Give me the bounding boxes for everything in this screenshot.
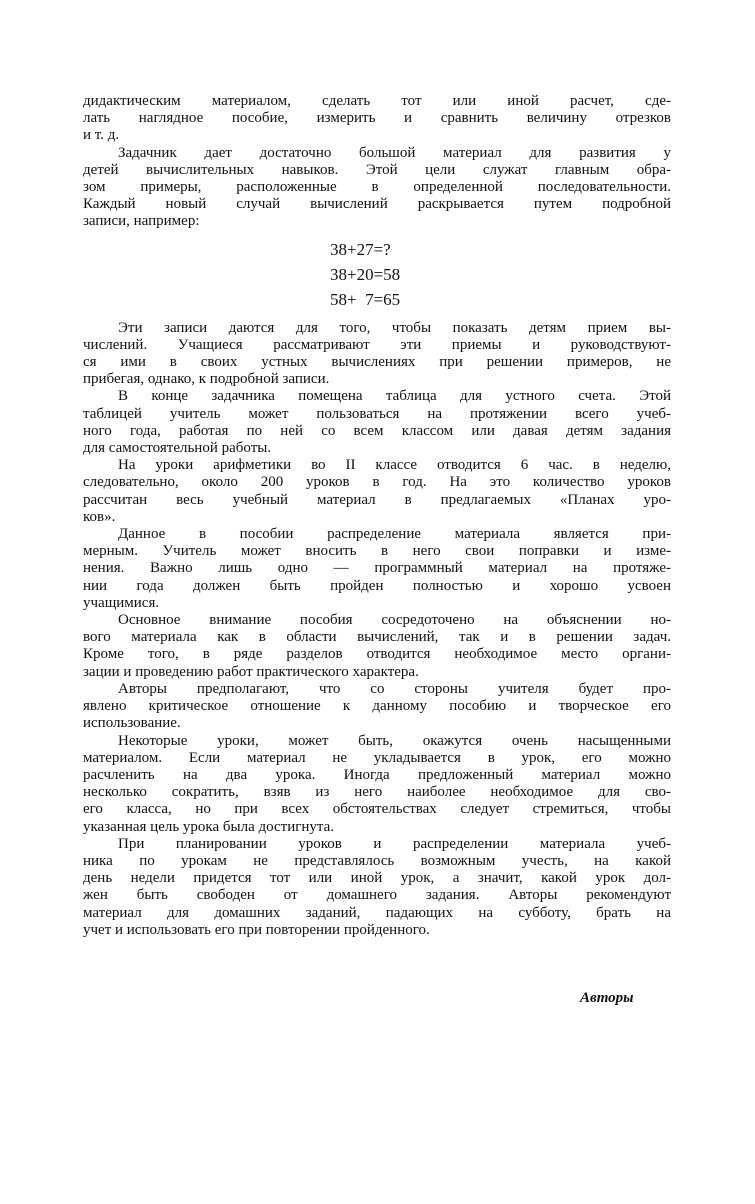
signature: Авторы: [580, 990, 634, 1006]
text-line: лать наглядное пособие, измерить и сравнить величину отрезков: [83, 110, 671, 127]
text-line: его класса, но при всех обстоятельствах следует стремиться, чтобы: [83, 801, 671, 818]
paragraph: [83, 733, 671, 836]
text-line: использование.: [83, 715, 181, 732]
text-line: нии года должен быть пройден полностью и хорошо усвоен: [83, 577, 671, 594]
text-line: вого материала как в области вычислений, так и в решении задач.: [83, 629, 671, 646]
text-line: записи, например:: [83, 213, 200, 230]
paragraph: [83, 836, 671, 939]
text-line: В конце задачника помещена таблица для устного счета. Этой: [118, 388, 671, 405]
example-equations: [330, 237, 671, 312]
text-line: детей вычислительных навыков. Этой цели служат главным обра-: [83, 161, 671, 178]
text-line: жен быть свободен от домашнего задания. Авторы рекомендуют: [83, 887, 671, 904]
text-line: явлено критическое отношение к данному пособию и творческое его: [83, 698, 671, 715]
text-line: числений. Учащиеся рассматривают эти приемы и руководствуют-: [83, 336, 671, 353]
paragraphs-after: [83, 320, 671, 939]
text-line: таблицей учитель может пользоваться на протяжении всего учеб-: [83, 405, 671, 422]
text-line: следовательно, около 200 уроков в год. На это количество уроков: [83, 474, 671, 491]
text-line: и т. д.: [83, 127, 120, 144]
text-line: Кроме того, в ряде разделов отводится необходимое место органи-: [83, 646, 671, 663]
text-line: ся ими в своих устных вычислениях при решении примеров, не: [83, 354, 671, 371]
text-line: рассчитан весь учебный материал в предлагаемых «Планах уро-: [83, 491, 671, 508]
text-line: зом примеры, расположенные в определенной последовательности.: [83, 179, 671, 196]
text-line: Задачник дает достаточно большой материал для развития у: [118, 144, 671, 161]
paragraph: [83, 681, 671, 733]
paragraph: [83, 526, 671, 612]
text-line: Данное в пособии распределение материала является при-: [118, 526, 671, 543]
text-line: материал для домашних заданий, падающих на субботу, брать на: [83, 904, 671, 921]
text-line: Авторы предполагают, что со стороны учителя будет про-: [118, 680, 671, 697]
paragraph: [83, 457, 671, 526]
text-line: При планировании уроков и распределении материала учеб-: [118, 835, 671, 852]
paragraph: [83, 320, 671, 389]
text-line: ного года, работая по ней со всем классом или давая детям задания: [83, 422, 671, 439]
text-line: указанная цель урока была достигнута.: [83, 818, 335, 835]
page-body: [83, 93, 671, 939]
text-line: зации и проведению работ практического характера.: [83, 663, 419, 680]
text-line: учащимися.: [83, 594, 160, 611]
text-line: несколько сократить, взяв из него наиболее необходимое для сво-: [83, 784, 671, 801]
text-line: день недели придется тот или иной урок, а значит, какой урок дол-: [83, 870, 671, 887]
text-line: для самостоятельной работы.: [83, 440, 272, 457]
paragraph: [83, 388, 671, 457]
text-line: Некоторые уроки, может быть, окажутся очень насыщенными: [118, 732, 671, 749]
text-line: дидактическим материалом, сделать тот или иной расчет, сде-: [83, 93, 671, 109]
text-line: учет и использовать его при повторении пройденного.: [83, 921, 430, 938]
text-line: прибегая, однако, к подробной записи.: [83, 371, 330, 388]
text-line: ника по урокам не представлялось возможным учесть, на какой: [83, 852, 671, 869]
text-line: Каждый новый случай вычислений раскрывается путем подробной: [83, 196, 671, 213]
text-line: На уроки арифметики во II классе отводится 6 час. в неделю,: [118, 457, 671, 474]
text-line: Основное внимание пособия сосредоточено на объяснении но-: [118, 612, 671, 629]
paragraph: [83, 93, 671, 145]
equation: 58+ 7=65: [330, 289, 401, 309]
text-line: нения. Важно лишь одно — программный материал на протяже-: [83, 560, 671, 577]
paragraph: [83, 612, 671, 681]
text-line: Эти записи даются для того, чтобы показать детям прием вы-: [118, 319, 671, 336]
text-line: расчленить на два урока. Иногда предложенный материал можно: [83, 766, 671, 783]
equation: 38+20=58: [330, 264, 401, 284]
paragraph: [83, 145, 671, 231]
text-line: мерным. Учитель может вносить в него свои поправки и изме-: [83, 543, 671, 560]
paragraphs-before: [83, 93, 671, 231]
equation: 38+27=?: [330, 239, 391, 259]
text-line: ков».: [83, 508, 116, 525]
text-line: материалом. Если материал не укладывается в урок, его можно: [83, 749, 671, 766]
